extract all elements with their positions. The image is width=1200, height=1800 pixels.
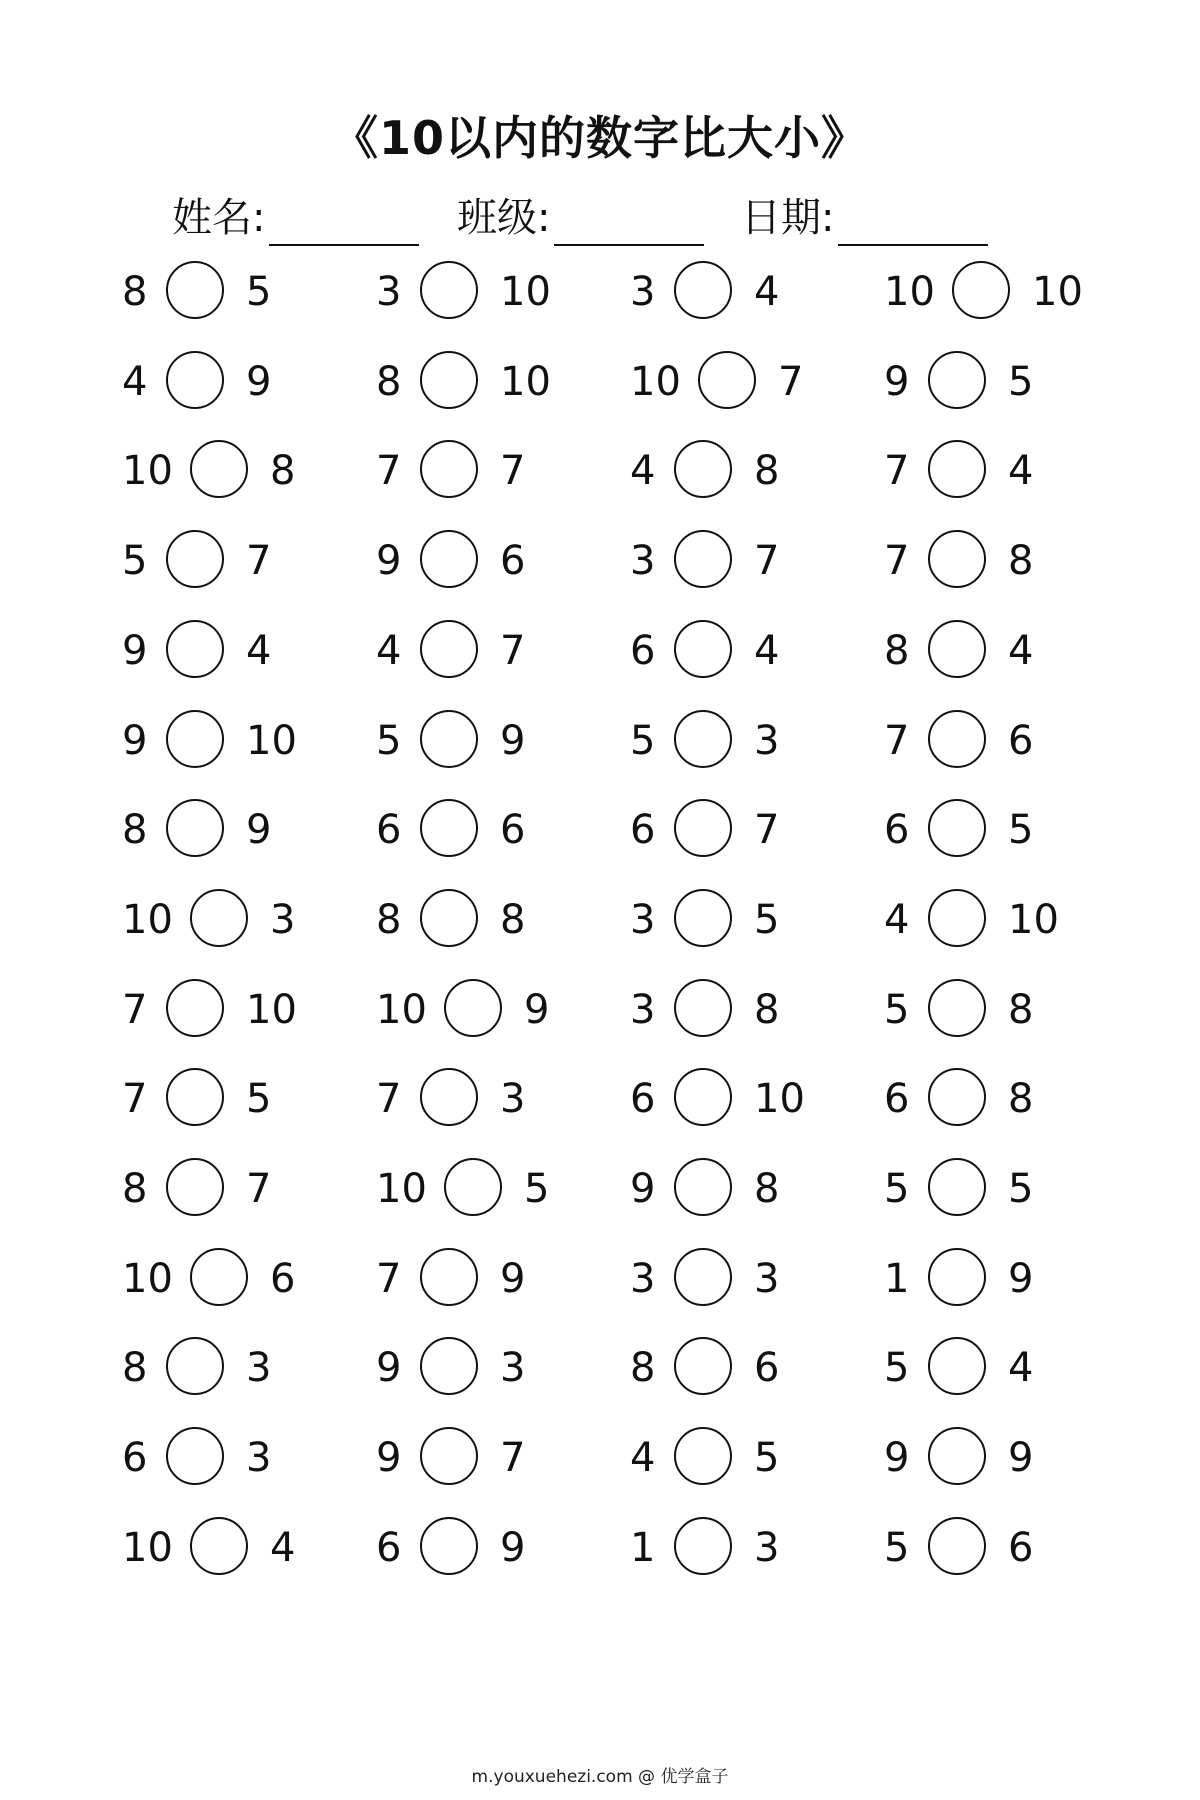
comparison-problem — [884, 349, 1124, 415]
comparison-problem — [630, 438, 870, 504]
comparison-problem — [884, 618, 1124, 684]
answer-circle[interactable] — [674, 799, 732, 857]
comparison-problem — [376, 349, 616, 415]
comparison-problem — [122, 618, 362, 684]
left-number: 3 — [630, 1255, 656, 1302]
answer-circle[interactable] — [698, 351, 756, 409]
answer-circle[interactable] — [420, 1068, 478, 1126]
left-number: 8 — [122, 1166, 148, 1212]
right-number: 7 — [500, 1435, 526, 1482]
left-number: 7 — [122, 986, 148, 1033]
answer-circle[interactable] — [420, 1337, 478, 1395]
comparison-problem — [122, 1515, 362, 1581]
answer-circle[interactable] — [928, 530, 986, 588]
left-number: 9 — [884, 358, 910, 405]
left-number: 3 — [630, 896, 656, 943]
right-number: 3 — [270, 896, 296, 943]
left-number: 8 — [376, 358, 402, 405]
comparison-problem — [122, 1156, 362, 1222]
left-number: 4 — [630, 448, 656, 495]
right-number: 5 — [246, 1076, 272, 1123]
footer-credit: m.youxuehezi.com @ 优学盒子 — [471, 1767, 729, 1787]
comparison-problem — [884, 1335, 1124, 1401]
right-number: 5 — [524, 1166, 550, 1212]
comparison-problem — [376, 1515, 616, 1581]
comparison-problem — [630, 977, 870, 1043]
right-number: 3 — [246, 1435, 272, 1482]
left-number: 8 — [122, 269, 148, 315]
comparison-problem — [884, 528, 1124, 594]
right-number: 5 — [1008, 807, 1034, 854]
comparison-problem — [884, 977, 1124, 1043]
right-number: 7 — [246, 1166, 272, 1212]
answer-circle[interactable] — [674, 440, 732, 498]
left-number: 9 — [122, 717, 148, 764]
comparison-problem — [884, 797, 1124, 863]
answer-circle[interactable] — [674, 1427, 732, 1485]
right-number: 7 — [500, 627, 526, 674]
right-number: 9 — [500, 1255, 526, 1302]
answer-circle[interactable] — [674, 1158, 732, 1216]
answer-circle[interactable] — [674, 710, 732, 768]
right-number: 3 — [500, 1345, 526, 1392]
left-number: 10 — [122, 1255, 173, 1302]
date-label: 日期: — [741, 195, 835, 241]
answer-circle[interactable] — [674, 1068, 732, 1126]
comparison-problem — [884, 438, 1124, 504]
right-number: 10 — [1032, 269, 1083, 315]
left-number: 6 — [630, 807, 656, 854]
left-number: 9 — [376, 1435, 402, 1482]
answer-circle[interactable] — [928, 799, 986, 857]
right-number: 4 — [754, 269, 780, 315]
answer-circle[interactable] — [928, 1517, 986, 1575]
left-number: 7 — [884, 448, 910, 495]
answer-circle[interactable] — [928, 440, 986, 498]
answer-circle[interactable] — [674, 530, 732, 588]
left-number: 7 — [884, 538, 910, 585]
left-number: 7 — [122, 1076, 148, 1123]
left-number: 7 — [376, 448, 402, 495]
comparison-problem — [376, 528, 616, 594]
left-number: 3 — [630, 986, 656, 1033]
comparison-problem — [122, 977, 362, 1043]
comparison-problem — [122, 349, 362, 415]
answer-circle[interactable] — [166, 1068, 224, 1126]
right-number: 8 — [754, 986, 780, 1033]
left-number: 7 — [884, 717, 910, 764]
left-number: 9 — [630, 1166, 656, 1212]
answer-circle[interactable] — [674, 620, 732, 678]
right-number: 5 — [1008, 358, 1034, 405]
left-number: 10 — [376, 986, 427, 1033]
answer-circle[interactable] — [420, 261, 478, 319]
answer-circle[interactable] — [674, 889, 732, 947]
right-number: 9 — [246, 358, 272, 405]
page-title: 《10以内的数字比大小》 — [331, 111, 868, 165]
comparison-problem — [376, 618, 616, 684]
answer-circle[interactable] — [190, 889, 248, 947]
answer-circle[interactable] — [166, 979, 224, 1037]
answer-circle[interactable] — [444, 979, 502, 1037]
right-number: 10 — [500, 358, 551, 405]
answer-circle[interactable] — [674, 1248, 732, 1306]
answer-circle[interactable] — [420, 1427, 478, 1485]
right-number: 7 — [754, 807, 780, 854]
right-number: 6 — [500, 807, 526, 854]
comparison-problem — [884, 1425, 1124, 1491]
left-number: 3 — [630, 538, 656, 585]
right-number: 4 — [1008, 1345, 1034, 1392]
left-number: 8 — [884, 627, 910, 674]
right-number: 7 — [778, 358, 804, 405]
comparison-problem — [630, 349, 870, 415]
right-number: 4 — [754, 627, 780, 674]
right-number: 6 — [754, 1345, 780, 1392]
left-number: 5 — [884, 1524, 910, 1571]
left-number: 3 — [376, 269, 402, 315]
comparison-problem — [884, 1246, 1124, 1312]
left-number: 9 — [376, 538, 402, 585]
left-number: 10 — [630, 358, 681, 405]
left-number: 10 — [122, 448, 173, 495]
answer-circle[interactable] — [420, 889, 478, 947]
left-number: 5 — [884, 1166, 910, 1212]
right-number: 5 — [246, 269, 272, 315]
answer-circle[interactable] — [928, 889, 986, 947]
left-number: 10 — [376, 1166, 427, 1212]
comparison-problem — [630, 797, 870, 863]
right-number: 9 — [1008, 1435, 1034, 1482]
left-number: 5 — [376, 717, 402, 764]
left-number: 3 — [630, 269, 656, 315]
comparison-problem — [122, 1066, 362, 1132]
left-number: 6 — [376, 807, 402, 854]
left-number: 5 — [884, 986, 910, 1033]
comparison-problem — [376, 1425, 616, 1491]
answer-circle[interactable] — [928, 351, 986, 409]
left-number: 4 — [122, 358, 148, 405]
right-number: 3 — [754, 717, 780, 764]
comparison-problem — [376, 1066, 616, 1132]
answer-circle[interactable] — [674, 1517, 732, 1575]
right-number: 6 — [1008, 1524, 1034, 1571]
answer-circle[interactable] — [420, 530, 478, 588]
right-number: 10 — [246, 986, 297, 1033]
right-number: 4 — [1008, 448, 1034, 495]
right-number: 3 — [500, 1076, 526, 1123]
comparison-problem — [122, 259, 362, 325]
answer-circle[interactable] — [674, 979, 732, 1037]
comparison-problem — [884, 259, 1124, 325]
answer-circle[interactable] — [928, 620, 986, 678]
right-number: 10 — [246, 717, 297, 764]
left-number: 8 — [122, 1345, 148, 1392]
answer-circle[interactable] — [444, 1158, 502, 1216]
comparison-problem — [122, 1425, 362, 1491]
left-number: 9 — [376, 1345, 402, 1392]
left-number: 5 — [884, 1345, 910, 1392]
right-number: 7 — [246, 538, 272, 585]
left-number: 4 — [630, 1435, 656, 1482]
left-number: 6 — [122, 1435, 148, 1482]
answer-circle[interactable] — [420, 351, 478, 409]
right-number: 10 — [754, 1076, 805, 1123]
right-number: 8 — [1008, 986, 1034, 1033]
answer-circle[interactable] — [928, 1068, 986, 1126]
left-number: 6 — [884, 807, 910, 854]
right-number: 6 — [500, 538, 526, 585]
answer-circle[interactable] — [166, 1337, 224, 1395]
answer-circle[interactable] — [420, 799, 478, 857]
answer-circle[interactable] — [674, 261, 732, 319]
right-number: 9 — [524, 986, 550, 1033]
comparison-problem — [376, 887, 616, 953]
comparison-problem — [630, 618, 870, 684]
left-number: 1 — [884, 1255, 910, 1302]
left-number: 8 — [630, 1345, 656, 1392]
right-number: 8 — [270, 448, 296, 495]
answer-circle[interactable] — [420, 1517, 478, 1575]
left-number: 7 — [376, 1255, 402, 1302]
left-number: 10 — [122, 896, 173, 943]
comparison-problem — [122, 797, 362, 863]
right-number: 5 — [754, 1435, 780, 1482]
comparison-problem — [376, 708, 616, 774]
left-number: 4 — [884, 896, 910, 943]
comparison-problem — [884, 708, 1124, 774]
left-number: 5 — [122, 538, 148, 585]
answer-circle[interactable] — [420, 620, 478, 678]
comparison-problem — [630, 708, 870, 774]
left-number: 8 — [122, 807, 148, 854]
answer-circle[interactable] — [674, 1337, 732, 1395]
answer-circle[interactable] — [166, 1158, 224, 1216]
right-number: 6 — [270, 1255, 296, 1302]
right-number: 8 — [500, 896, 526, 943]
right-number: 6 — [1008, 717, 1034, 764]
comparison-problem — [376, 1335, 616, 1401]
right-number: 3 — [754, 1524, 780, 1571]
right-number: 8 — [754, 1166, 780, 1212]
answer-circle[interactable] — [166, 1427, 224, 1485]
answer-circle[interactable] — [420, 710, 478, 768]
answer-circle[interactable] — [928, 1337, 986, 1395]
left-number: 5 — [630, 717, 656, 764]
right-number: 8 — [1008, 538, 1034, 585]
left-number: 6 — [630, 1076, 656, 1123]
comparison-problem — [884, 1066, 1124, 1132]
right-number: 5 — [754, 896, 780, 943]
class-label: 班级: — [457, 195, 551, 241]
right-number: 9 — [1008, 1255, 1034, 1302]
left-number: 4 — [376, 627, 402, 674]
answer-circle[interactable] — [166, 530, 224, 588]
answer-circle[interactable] — [190, 440, 248, 498]
comparison-problem — [376, 797, 616, 863]
answer-circle[interactable] — [928, 710, 986, 768]
answer-circle[interactable] — [166, 261, 224, 319]
right-number: 9 — [500, 1524, 526, 1571]
comparison-problem — [630, 1425, 870, 1491]
right-number: 10 — [1008, 896, 1059, 943]
right-number: 3 — [246, 1345, 272, 1392]
comparison-problem — [884, 1515, 1124, 1581]
answer-circle[interactable] — [190, 1517, 248, 1575]
comparison-problem — [122, 528, 362, 594]
answer-circle[interactable] — [952, 261, 1010, 319]
comparison-problem — [122, 1246, 362, 1312]
right-number: 8 — [1008, 1076, 1034, 1123]
right-number: 9 — [500, 717, 526, 764]
right-number: 9 — [246, 807, 272, 854]
answer-circle[interactable] — [928, 979, 986, 1037]
comparison-problem — [630, 1335, 870, 1401]
right-number: 4 — [246, 627, 272, 674]
left-number: 8 — [376, 896, 402, 943]
left-number: 7 — [376, 1076, 402, 1123]
left-number: 10 — [884, 269, 935, 315]
left-number: 1 — [630, 1524, 656, 1571]
comparison-problem — [630, 259, 870, 325]
comparison-problem — [376, 259, 616, 325]
answer-circle[interactable] — [166, 351, 224, 409]
right-number: 7 — [754, 538, 780, 585]
comparison-problem — [630, 1066, 870, 1132]
answer-circle[interactable] — [420, 440, 478, 498]
right-number: 4 — [1008, 627, 1034, 674]
answer-circle[interactable] — [166, 799, 224, 857]
left-number: 10 — [122, 1524, 173, 1571]
right-number: 10 — [500, 269, 551, 315]
comparison-problem — [630, 1246, 870, 1312]
comparison-problem — [376, 1156, 616, 1222]
left-number: 9 — [884, 1435, 910, 1482]
left-number: 9 — [122, 627, 148, 674]
comparison-problem — [122, 1335, 362, 1401]
comparison-problem — [630, 528, 870, 594]
right-number: 3 — [754, 1255, 780, 1302]
answer-circle[interactable] — [420, 1248, 478, 1306]
right-number: 4 — [270, 1524, 296, 1571]
comparison-problem — [884, 887, 1124, 953]
left-number: 6 — [376, 1524, 402, 1571]
comparison-problem — [376, 438, 616, 504]
comparison-problem — [884, 1156, 1124, 1222]
answer-circle[interactable] — [928, 1248, 986, 1306]
name-label: 姓名: — [172, 195, 266, 241]
answer-circle[interactable] — [928, 1158, 986, 1216]
right-number: 7 — [500, 448, 526, 495]
left-number: 6 — [630, 627, 656, 674]
comparison-problem — [376, 1246, 616, 1312]
answer-circle[interactable] — [928, 1427, 986, 1485]
answer-circle[interactable] — [166, 620, 224, 678]
comparison-problem — [122, 438, 362, 504]
right-number: 8 — [754, 448, 780, 495]
comparison-problem — [122, 887, 362, 953]
answer-circle[interactable] — [190, 1248, 248, 1306]
comparison-problem — [630, 1156, 870, 1222]
answer-circle[interactable] — [166, 710, 224, 768]
comparison-problem — [630, 887, 870, 953]
comparison-problem — [122, 708, 362, 774]
comparison-problem — [630, 1515, 870, 1581]
left-number: 6 — [884, 1076, 910, 1123]
right-number: 5 — [1008, 1166, 1034, 1212]
comparison-problem — [376, 977, 616, 1043]
